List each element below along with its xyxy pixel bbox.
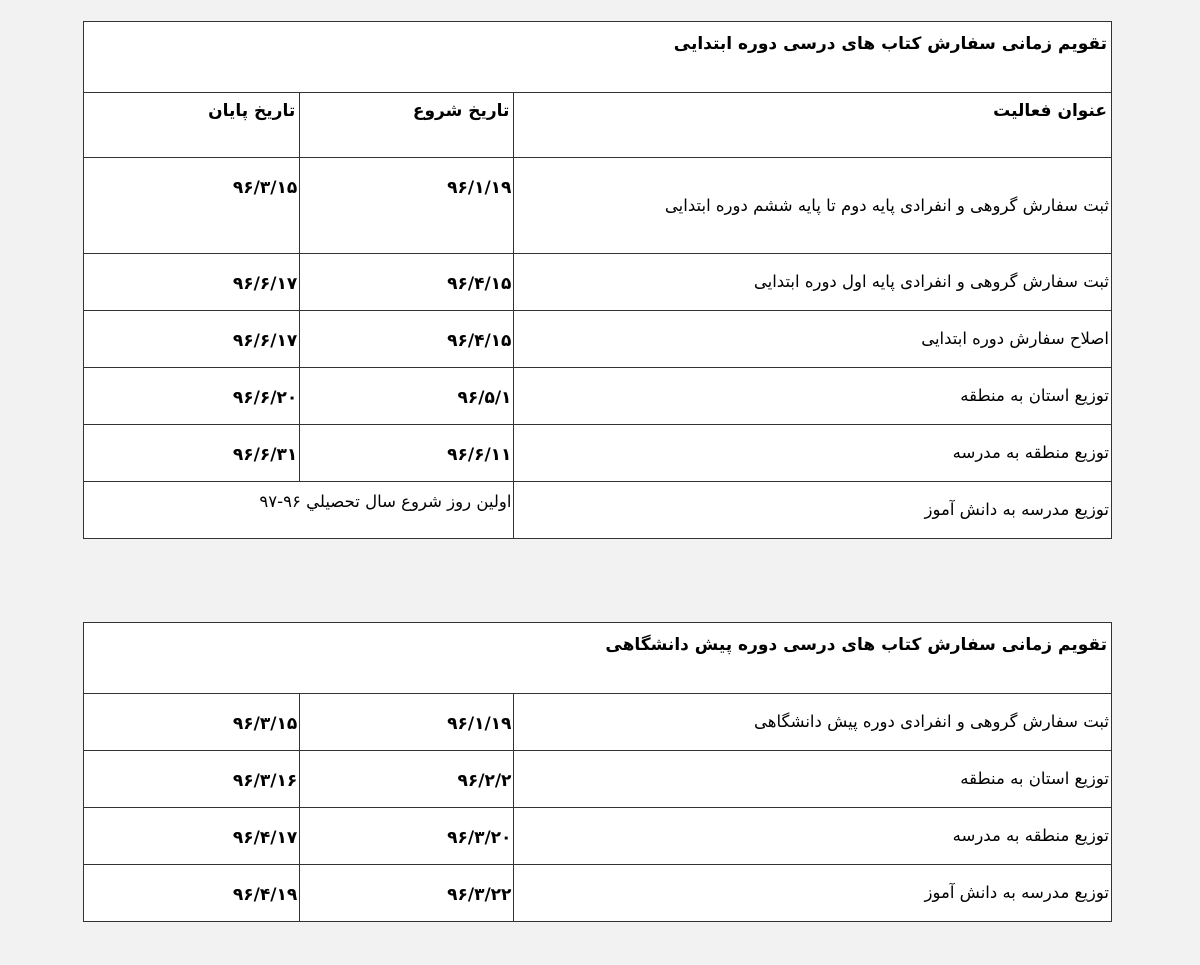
activity-cell: توزیع منطقه به مدرسه	[514, 808, 1112, 865]
end-date-cell: ۹۶/۴/۱۷	[84, 808, 300, 865]
table-row	[84, 311, 1112, 368]
table-row	[84, 751, 1112, 808]
start-date-cell: ۹۶/۴/۱۵	[300, 311, 514, 368]
activity-cell: ثبت سفارش گروهی و انفرادی پایه دوم تا پایه ششم دوره ابتدایی	[514, 158, 1112, 254]
end-date-cell: ۹۶/۶/۳۱	[84, 425, 300, 482]
start-date-cell: ۹۶/۳/۲۰	[300, 808, 514, 865]
end-date-cell: ۹۶/۳/۱۵	[84, 158, 300, 254]
start-date-cell: ۹۶/۳/۲۲	[300, 865, 514, 922]
table-title-row	[84, 623, 1112, 694]
table-row	[84, 368, 1112, 425]
start-date-cell: ۹۶/۲/۲	[300, 751, 514, 808]
table-row	[84, 482, 1112, 539]
activity-cell: اصلاح سفارش دوره ابتدایی	[514, 311, 1112, 368]
table-title-row	[84, 22, 1112, 93]
end-date-cell: ۹۶/۶/۱۷	[84, 254, 300, 311]
start-date-cell: ۹۶/۱/۱۹	[300, 694, 514, 751]
start-date-column-header: تاریخ شروع	[300, 93, 514, 158]
table-row	[84, 865, 1112, 922]
end-date-cell: ۹۶/۳/۱۵	[84, 694, 300, 751]
activity-cell: ثبت سفارش گروهی و انفرادی دوره پیش دانشگاهی	[514, 694, 1112, 751]
table-row	[84, 158, 1112, 254]
start-date-cell: ۹۶/۶/۱۱	[300, 425, 514, 482]
start-date-cell: ۹۶/۱/۱۹	[300, 158, 514, 254]
elementary-schedule-table	[83, 21, 1112, 539]
table-row	[84, 694, 1112, 751]
table-row	[84, 808, 1112, 865]
activity-column-header: عنوان فعالیت	[514, 93, 1112, 158]
school-year-start-note: اولین روز شروع سال تحصیلي ۹۶-۹۷	[84, 482, 514, 539]
activity-cell: توزیع مدرسه به دانش آموز	[514, 482, 1112, 539]
end-date-cell: ۹۶/۴/۱۹	[84, 865, 300, 922]
activity-cell: توزیع استان به منطقه	[514, 751, 1112, 808]
table-row	[84, 254, 1112, 311]
preuniversity-table-title: تقویم زمانی سفارش کتاب های درسی دوره پیش دانشگاهی	[84, 623, 1112, 694]
activity-cell: توزیع منطقه به مدرسه	[514, 425, 1112, 482]
elementary-table-title: تقویم زمانی سفارش کتاب های درسی دوره ابتدایی	[84, 22, 1112, 93]
activity-cell: ثبت سفارش گروهی و انفرادی پایه اول دوره ابتدایی	[514, 254, 1112, 311]
start-date-cell: ۹۶/۵/۱	[300, 368, 514, 425]
table-row	[84, 425, 1112, 482]
end-date-column-header: تاریخ پایان	[84, 93, 300, 158]
table-header-row	[84, 93, 1112, 158]
end-date-cell: ۹۶/۶/۱۷	[84, 311, 300, 368]
end-date-cell: ۹۶/۳/۱۶	[84, 751, 300, 808]
activity-cell: توزیع مدرسه به دانش آموز	[514, 865, 1112, 922]
activity-cell: توزیع استان به منطقه	[514, 368, 1112, 425]
end-date-cell: ۹۶/۶/۲۰	[84, 368, 300, 425]
start-date-cell: ۹۶/۴/۱۵	[300, 254, 514, 311]
preuniversity-schedule-table	[83, 622, 1112, 922]
